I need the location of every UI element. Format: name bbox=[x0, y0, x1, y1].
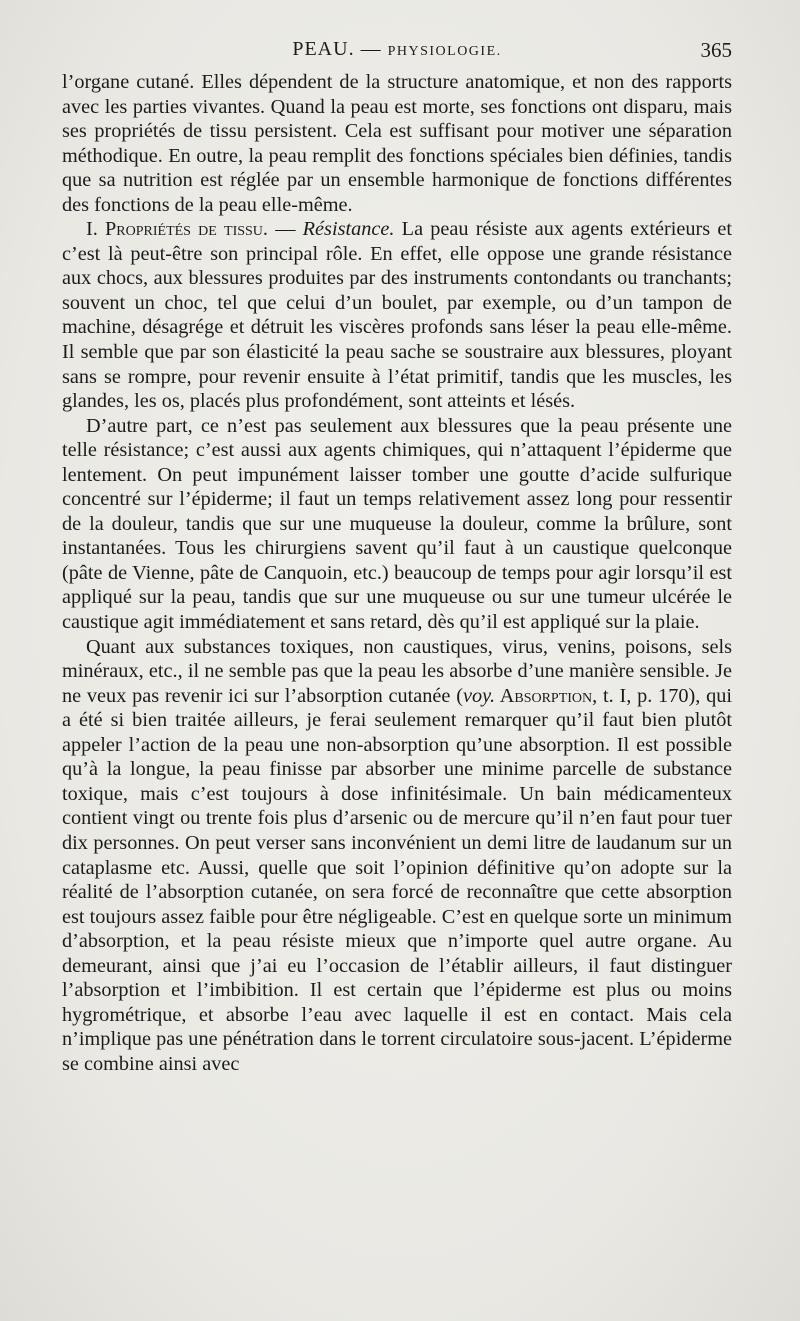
paragraph-4-text-b: , t. I, p. 170), qui a été si bien traitée ailleurs, je ferai seulement remarquer qu’il faut bien plutôt appeler l’action de la peau une non-absorption qu’une absorption. Il est possible qu’à la longue, la peau finisse par absorber une minime parcelle de substance toxique, mais c’est toujours à dose infinitésimale. Un bain médicamenteux contient vingt ou trente fois plus d’arsenic ou de mercure qu’il n’en faut pour tuer dix personnes. On peut verser sans inconvénient un demi litre de laudanum sur un cataplasme etc. Aussi, quelle que soit l’opinion définitive qu’on adopte sur la réalité de l’absorption cutanée, on sera forcé de reconnaître que cette absorption est toujours assez faible pour être négligeable. C’est en quelque sorte un minimum d’absorption, et la peau résiste mieux que n’importe quel autre organe. Au demeurant, ainsi que j’ai eu l’occasion de l’établir ailleurs, il faut distinguer l’absorption et l’imbibition. Il est certain que l’épiderme est plus ou moins hygrométrique, et absorbe l’eau avec laquelle il est en contact. Mais cela n’implique pas une pénétration dans le torrent circulatoire sous-jacent. L’épiderme se combine ainsi avec bbox=[62, 684, 732, 1075]
paragraph-3: D’autre part, ce n’est pas seulement aux blessures que la peau présente une telle résistance; c’est aussi aux agents chimiques, qui n’attaquent l’épiderme que lentement. On peut impunément laisser tomber une goutte d’acide sulfurique concentré sur l’épiderme; il faut un temps relativement assez long pour ressentir de la douleur, tandis que sur une muqueuse la douleur, comme la brûlure, sont instantanées. Tous les chirurgiens savent qu’il faut à un caustique quelconque (pâte de Vienne, pâte de Canquoin, etc.) beaucoup de temps pour agir lorsqu’il est appliqué sur la peau, tandis que sur une muqueuse ou sur une tumeur ulcérée le caustique agit immédiatement et sans retard, dès qu’il est appliqué sur la plaie. bbox=[62, 414, 732, 634]
section-heading: I. Propriétés de tissu. bbox=[86, 218, 268, 241]
page-number: 365 bbox=[700, 38, 732, 62]
running-head-title: PEAU. bbox=[292, 38, 355, 60]
paragraph-2-text: La peau résiste aux agents extérieurs et c’est là peut-être son principal rôle. En effet, elle oppose une grande résistance aux chocs, aux blessures produites par des instruments contondants ou tranchants; souvent un choc, tel que celui d’un boulet, par exemple, ou d’un tampon de machine, désagrége et détruit les viscères profonds sans léser la peau elle-même. Il semble que par son élasticité la peau sache se soustraire aux blessures, ployant sans se rompre, pour revenir ensuite à l’état primitif, tandis que les muscles, les glandes, les os, placés plus profondément, sont atteints et lésés. bbox=[62, 218, 733, 413]
paragraph-1: l’organe cutané. Elles dépendent de la structure anatomique, et non des rapports avec les parties vivantes. Quand la peau est morte, ses fonctions ont disparu, mais ses propriétés de tissu persistent. Cela est suffisant pour motiver une séparation méthodique. En outre, la peau remplit des fonctions spéciales bien définies, tandis que sa nutrition est réglée par un ensemble harmonique de fonctions différentes des fonctions de la peau elle-même. bbox=[62, 71, 732, 216]
running-head bbox=[62, 38, 732, 61]
paragraph-4 bbox=[62, 635, 732, 1077]
running-head-separator: — bbox=[354, 38, 388, 60]
paragraph-4-text-a: Quant aux substances toxiques, non caustiques, virus, venins, poisons, sels minéraux, etc., il ne semble pas que la peau les absorbe d’une manière sensible. Je ne veux pas revenir ici sur l’absorption cutanée ( bbox=[62, 635, 732, 707]
paragraph-2 bbox=[62, 217, 732, 413]
running-head-section: PHYSIOLOGIE. bbox=[387, 44, 502, 59]
heading-dash: — bbox=[268, 218, 303, 241]
page-header bbox=[62, 0, 732, 70]
cross-reference-voy: voy. bbox=[462, 684, 496, 707]
subsection-heading: Résistance. bbox=[302, 218, 395, 241]
body-text bbox=[62, 70, 732, 1076]
cross-reference-absorption: Absorption bbox=[495, 684, 593, 707]
